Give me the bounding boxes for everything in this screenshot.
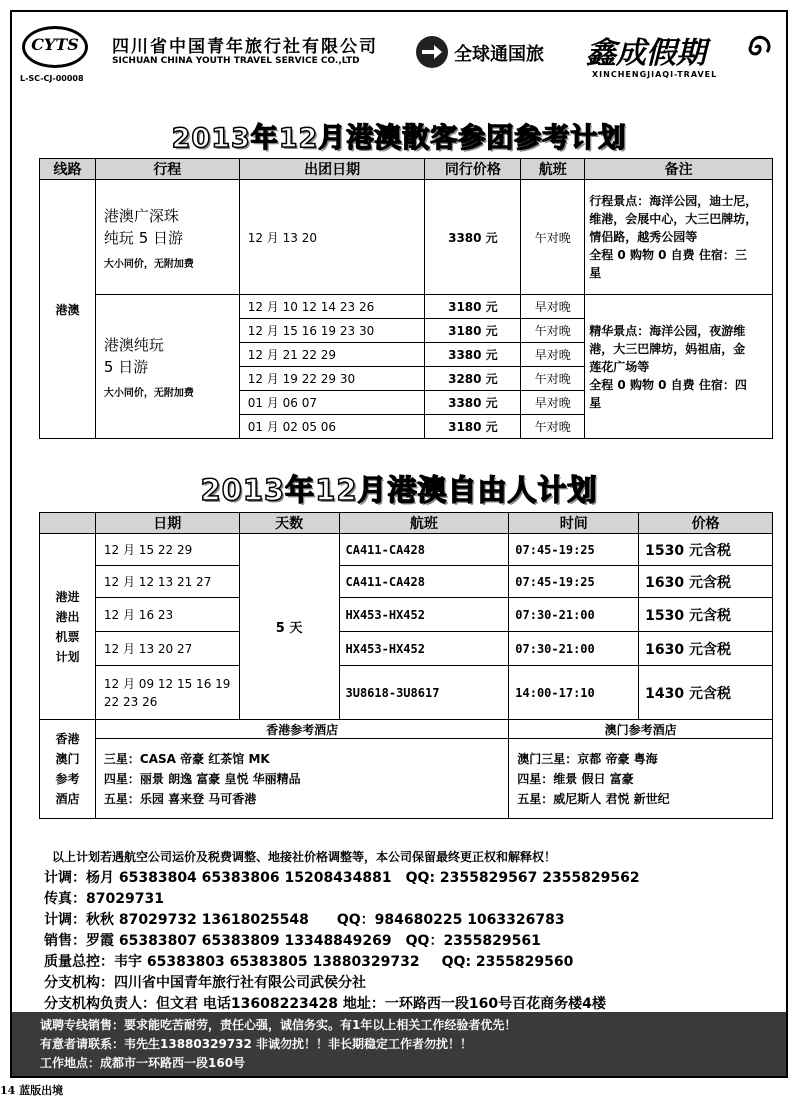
contact-qq: QQ: 2355829560 — [441, 954, 574, 970]
price-cell: 1530 元含税 — [639, 534, 773, 566]
col-header-price: 同行价格 — [425, 159, 521, 180]
flight-cell: 早对晚 — [521, 295, 585, 319]
date-cell: 12 月 16 23 — [95, 598, 239, 632]
side-label-line: 计划 — [55, 649, 80, 664]
trip-title — [96, 205, 239, 249]
date-cell: 12 月 13 20 — [239, 180, 425, 295]
remark-line: 全程 0 购物 0 自费 住宿：三 — [589, 248, 747, 262]
date-cell: 12 月 13 20 27 — [95, 632, 239, 666]
flight-cell: HX453-HX452 — [339, 632, 509, 666]
remark-line: 精华景点：海洋公园，夜游维 — [589, 323, 746, 338]
table-row — [40, 666, 773, 720]
price-cell: 3180 元 — [425, 319, 521, 343]
contact-label: 分支机构负责人： — [44, 996, 156, 1012]
logo-text: CYTS — [31, 35, 79, 54]
col-header-blank — [40, 513, 96, 534]
date-cell: 01 月 02 05 06 — [239, 415, 425, 439]
remark-line: 星 — [589, 395, 602, 410]
flight-cell: 3U8618-3U8617 — [339, 666, 509, 720]
trip-cell — [95, 295, 239, 439]
price-cell: 1430 元含税 — [639, 666, 773, 720]
brand-logo-text: 鑫成假期 — [586, 36, 706, 71]
group-tour-table — [39, 158, 773, 439]
company-name-cn: 四川省中国青年旅行社有限公司 — [112, 37, 378, 57]
table-row — [40, 534, 773, 566]
col-header-itinerary: 行程 — [95, 159, 239, 180]
date-cell: 12 月 10 12 14 23 26 — [239, 295, 425, 319]
hk-hotel-heading: 香港参考酒店 — [95, 720, 508, 739]
col-header-time: 时间 — [509, 513, 639, 534]
contact-qq: QQ: 2355829567 2355829562 — [405, 870, 640, 886]
price-cell: 3380 元 — [425, 343, 521, 367]
side-label-line: 机票 — [55, 629, 80, 644]
flight-cell: 早对晚 — [521, 343, 585, 367]
col-header-date: 出团日期 — [239, 159, 425, 180]
remark-line: 星 — [589, 266, 602, 280]
trip-title-line: 5 日游 — [103, 358, 149, 376]
col-header-date: 日期 — [95, 513, 239, 534]
flight-cell: 午对晚 — [521, 319, 585, 343]
contact-label: 计调： — [44, 870, 86, 886]
contact-qq: QQ：2355829561 — [405, 933, 541, 949]
hotel-line: 四星：丽景 朗逸 富豪 皇悦 华丽精品 — [103, 771, 301, 786]
recruit-line: 诚聘专线销售：要求能吃苦耐劳，责任心强，诚信务实。有1年以上相关工作经验者优先！ — [40, 1018, 517, 1032]
disclaimer: 以上计划若遇航空公司运价及税费调整、地接社价格调整等，本公司保留最终更正权和解释权！ — [52, 850, 557, 864]
date-cell: 12 月 15 22 29 — [95, 534, 239, 566]
free-travel-banner: 2013年12月港澳自由人计划 — [200, 473, 598, 507]
license-number: L-SC-CJ-00008 — [20, 74, 84, 83]
contact-text: 杨月 65383804 65383806 15208434881 — [86, 870, 392, 886]
time-cell: 07:30-21:00 — [509, 632, 639, 666]
brand-subtitle: XINCHENGJIAQI-TRAVEL — [592, 70, 718, 79]
contact-text: 四川省中国青年旅行社有限公司武侯分社 — [114, 975, 366, 991]
header — [12, 12, 786, 94]
route-cell: 港澳 — [40, 180, 96, 439]
hotel-line: 五星：乐园 喜来登 马可香港 — [103, 791, 257, 806]
table-header-row — [40, 513, 773, 534]
remark-line: 情侣路，越秀公园等 — [589, 230, 698, 244]
flight-cell: CA411-CA428 — [339, 534, 509, 566]
hotel-label — [40, 720, 96, 819]
col-header-flight: 航班 — [521, 159, 585, 180]
contact-text: 但文君 电话13608223428 地址：一环路西一段160号百花商务楼4楼 — [156, 996, 606, 1012]
contact-label: 质量总控： — [44, 954, 114, 970]
date-cell: 12 月 15 16 19 23 30 — [239, 319, 425, 343]
remark-line: 全程 0 购物 0 自费 住宿：四 — [589, 377, 747, 392]
contact-row — [44, 889, 640, 910]
date-cell: 12 月 19 22 29 30 — [239, 367, 425, 391]
time-cell: 07:45-19:25 — [509, 534, 639, 566]
contact-row — [44, 973, 640, 994]
contact-row — [44, 868, 640, 889]
trip-title-line: 港澳纯玩 — [103, 336, 164, 354]
days-cell: 5 天 — [239, 534, 339, 720]
col-header-flight: 航班 — [339, 513, 509, 534]
side-label-line: 港出 — [55, 609, 80, 624]
group-tour-banner: 2013年12月港澳散客参团参考计划 — [171, 123, 627, 154]
contact-text: 韦宇 65383803 65383805 13880329732 — [114, 954, 420, 970]
price-cell: 3380 元 — [425, 180, 521, 295]
trip-title-line: 纯玩 5 日游 — [103, 228, 184, 247]
page-number: 14 蓝版出境 — [0, 1084, 64, 1097]
price-cell: 1630 元含税 — [639, 566, 773, 598]
page-frame — [10, 10, 788, 1078]
date-line: 12 月 09 12 15 16 19 — [103, 676, 231, 691]
date-cell: 01 月 06 07 — [239, 391, 425, 415]
flight-cell: 午对晚 — [521, 367, 585, 391]
col-header-days: 天数 — [239, 513, 339, 534]
hotel-line: 三星：CASA 帝豪 红茶馆 MK — [103, 751, 270, 766]
date-cell — [95, 666, 239, 720]
contact-label: 分支机构： — [44, 975, 114, 991]
flight-cell: CA411-CA428 — [339, 566, 509, 598]
trip-note: 大小同价，无附加费 — [103, 258, 194, 270]
remark-line: 维港，会展中心，大三巴牌坊， — [589, 212, 758, 226]
trip-cell — [95, 180, 239, 295]
table-row — [40, 180, 773, 295]
date-cell: 12 月 21 22 29 — [239, 343, 425, 367]
price-cell: 3280 元 — [425, 367, 521, 391]
table-header-row — [40, 159, 773, 180]
remark-cell — [585, 295, 773, 439]
hotel-line: 五星：威尼斯人 君悦 新世纪 — [517, 791, 670, 806]
side-label-line: 港进 — [55, 589, 80, 604]
table-row — [40, 632, 773, 666]
side-label-line: 酒店 — [55, 792, 80, 806]
recruitment-bar — [12, 1012, 786, 1076]
flight-cell: 午对晚 — [521, 415, 585, 439]
contact-list — [44, 868, 640, 1015]
contact-row — [44, 931, 640, 952]
date-cell: 12 月 12 13 21 27 — [95, 566, 239, 598]
contact-qq: QQ：984680225 1063326783 — [336, 912, 565, 928]
price-cell: 3180 元 — [425, 295, 521, 319]
recruit-line: 有意者请联系：韦先生13880329732 非诚勿扰！！非长期稳定工作者勿扰！！ — [40, 1037, 473, 1051]
hotel-line: 澳门三星：京都 帝豪 粤海 — [517, 751, 658, 766]
ticket-plan-label — [40, 534, 96, 720]
contact-row — [44, 952, 640, 973]
col-header-route: 线路 — [40, 159, 96, 180]
time-cell: 07:30-21:00 — [509, 598, 639, 632]
mo-hotel-heading: 澳门参考酒店 — [509, 720, 773, 739]
trip-title — [96, 334, 239, 378]
company-name-en: SICHUAN CHINA YOUTH TRAVEL SERVICE CO.,LTD — [112, 56, 360, 66]
flight-cell: 午对晚 — [521, 180, 585, 295]
arrow-globe-icon — [416, 36, 448, 68]
contact-label: 传真： — [44, 891, 86, 907]
hotel-list-row — [40, 739, 773, 819]
remark-cell — [585, 180, 773, 295]
side-label-line: 澳门 — [55, 752, 80, 766]
contact-text: 87029731 — [86, 891, 164, 907]
time-cell: 07:45-19:25 — [509, 566, 639, 598]
contact-label: 销售： — [44, 933, 86, 949]
flight-cell: HX453-HX452 — [339, 598, 509, 632]
contact-label: 计调： — [44, 912, 86, 928]
trip-note: 大小同价，无附加费 — [103, 388, 194, 399]
price-cell: 1530 元含税 — [639, 598, 773, 632]
recruit-line: 工作地点：成都市一环路西一段160号 — [40, 1056, 246, 1070]
mo-hotel-list — [509, 739, 773, 819]
hk-hotel-list — [95, 739, 508, 819]
table-row — [40, 566, 773, 598]
globe-brand-text: 全球通国旅 — [454, 44, 544, 65]
date-line: 22 23 26 — [103, 694, 158, 709]
price-cell: 3380 元 — [425, 391, 521, 415]
table-row — [40, 295, 773, 319]
contact-text: 罗霞 65383807 65383809 13348849269 — [86, 933, 392, 949]
remark-line: 行程景点：海洋公园，迪士尼， — [589, 194, 758, 208]
col-header-price: 价格 — [639, 513, 773, 534]
time-cell: 14:00-17:10 — [509, 666, 639, 720]
side-label-line: 香港 — [55, 732, 80, 746]
price-cell: 3180 元 — [425, 415, 521, 439]
remark-line: 港，大三巴牌坊，妈祖庙，金 — [589, 341, 746, 356]
side-label-line: 参考 — [55, 772, 80, 786]
remark-line: 莲花广场等 — [589, 359, 650, 374]
free-travel-table — [39, 512, 773, 819]
hotel-line: 四星：维景 假日 富豪 — [517, 771, 634, 786]
contact-row — [44, 910, 640, 931]
price-cell: 1630 元含税 — [639, 632, 773, 666]
table-row — [40, 598, 773, 632]
flight-cell: 早对晚 — [521, 391, 585, 415]
hotel-header-row — [40, 720, 773, 739]
swirl-icon — [742, 32, 774, 64]
col-header-remarks: 备注 — [585, 159, 773, 180]
contact-text: 秋秋 87029732 13618025548 — [86, 912, 309, 928]
trip-title-line: 港澳广深珠 — [103, 206, 179, 225]
